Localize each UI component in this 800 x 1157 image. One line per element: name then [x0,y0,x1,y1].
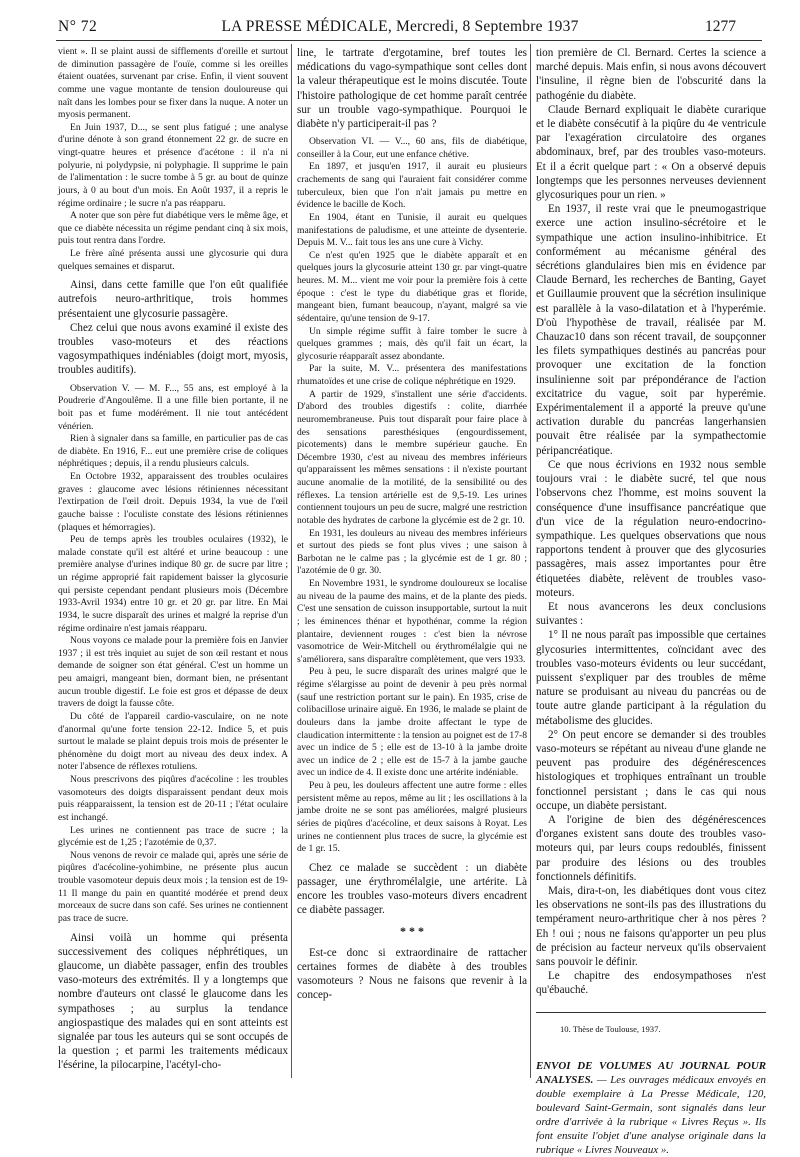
paragraph: En Juin 1937, D..., se sent plus fatigué ; une analyse d'urine dénote à son grand étonnement 22 gr. de sucre en vingt-quatre heures et présence d'acétone : il n'a ni polyurie, ni polydypsie, ni polyphagie. Il supprime le pain de l'alimentation : le sucre tombe à 5 gr. au bout de quinze jours, à 0 au bout d'un mois. En Août 1937, il a repris le régime ordinaire ; le sucre n'a pas réapparu. [58,121,288,209]
notice-box [536,1059,766,1157]
paragraph: Chez celui que nous avons examiné il existe des troubles vaso-moteurs et des réactions vagosympathiques indéniables (doigt mort, myosis, troubles auditifs). [58,321,288,377]
paragraph: Rien à signaler dans sa famille, en particulier pas de cas de diabète. En 1916, F... eut une première crise de coliques néphrétiques ; depuis, il a rendu plusieurs calculs. [58,433,288,470]
paragraph: Par la suite, M. V... présentera des manifestations rhumatoïdes et une crise de colique néphrétique en 1929. [297,363,527,388]
paragraph: Peu à peu, les douleurs affectent une autre forme : elles persistent même au repos, même au lit ; les oscillations à la jambe droite ne se sont pas améliorées, malgré plusieurs séries de piqûres d'acécoline, et deux saisons à Royat. Les urines ne contiennent plus traces de sucre, la glycémie est de 1 gr. 15. [297,780,527,855]
section-separator: * * * [400,923,424,938]
paragraph: Claude Bernard expliquait le diabète curarique et le diabète consécutif à la piqûre du 4e ventricule par l'exagération circulatoire des organes abdominaux, bref, par des troubles vaso-moteurs. Et il a écrit quelque part : « On a observé depuis longtemps que les personnes nerveuses deviennent glycosuriques pour un rien. » [536,103,766,202]
paragraph: vient ». Il se plaint aussi de sifflements d'oreille et surtout de diminution passagère de l'ouïe, comme si les oreilles étaient ouatées, survenant par crise. Enfin, il vient souvent comme une vague montante de tension douloureuse qui naît dans les lombes pour se fixer dans la nuque. A noter un myosis permanent. [58,46,288,121]
paragraph: Et nous avancerons les deux conclusions suivantes : [536,600,766,628]
paragraph: A l'origine de bien des dégénérescences d'organes existent sans doute des troubles vaso-moteurs qui, par leurs coups redoublés, finissent par produire des lésions ou des troubles fonctionnels définitifs. [536,813,766,883]
paragraph: Peu à peu, le sucre disparaît des urines malgré que le régime s'élargisse au point de devenir à peu près normal (sauf une restriction portant sur le pain). En 1935, crise de colibacillose urinaire aiguë. En 1936, le malade se plaint de douleurs dans la jambe droite affectant le type de claudication intermittente : la tension au poignet est de 17-8 avec un indice de 5 ; elle est de 13-10 à la jambe droite avec un indice de 2 ; elle est de 15-7 à la jambe gauche avec un indice de 4. Il existe donc une artérite indéniable. [297,666,527,779]
paragraph: Le frère aîné présenta aussi une glycosurie qui dura quelques semaines et disparut. [58,248,288,272]
paragraph: Mais, dira-t-on, les diabétiques dont vous citez les observations ne sont-ils pas des illustrations du tempérament neuro-arthritique cher à nos pères ? Eh ! oui ; nous ne faisons qu'apporter un peu plus de précision au facteur nerveux qu'ils observaient sans pouvoir le définir. [536,884,766,968]
paragraph: En 1904, étant en Tunisie, il aurait eu quelques manifestations de paludisme, et une atteinte de dysenterie. Depuis M. V... fait tous les ans une cure à Vichy. [297,211,527,249]
journal-title: LA PRESSE MÉDICALE, Mercredi, 8 Septembre 1937 [221,18,579,35]
paragraph: Ainsi voilà un homme qui présenta successivement des coliques néphrétiques, un glaucome, un diabète passager, enfin des troubles vaso-moteurs des extrémités. Il y a longtemps que nombre d'auteurs ont classé le glaucome dans les sympathoses ; au surplus la tendance angiospastique des malades qui en sont atteints est signalée par tous les auteurs qui se sont occupés de la question ; et parmi les traitements médicaux l'ésérine, la pilocarpine, l'acétyl-cho- [58,931,288,1072]
paragraph: En Octobre 1932, apparaissent des troubles oculaires graves : glaucome avec lésions rétiniennes nécessitant l'extirpation de l'œil droit. Depuis 1934, la vue de l'œil gauche baisse : l'oculiste constate des lésions rétiniennes (plaques et hémorragies). [58,471,288,533]
notice-title: ENVOI DE VOLUMES AU JOURNAL POUR ANALYSES. [536,1059,766,1086]
header-rule [56,40,762,41]
column-divider [291,44,292,1078]
observation-paragraph: Observation VI. — V..., 60 ans, fils de diabétique, conseiller à la Cour, eut une enfance chétive. [297,136,527,160]
paragraph: Un simple régime suffit à faire tomber le sucre à quelques grammes ; mais, dès qu'il fait un écart, la glycosurie réapparaît assez abondante. [297,325,527,362]
paragraph: line, le tartrate d'ergotamine, bref toutes les médications du vago-sympathique sont celles dont la valeur thérapeutique est le moins discutée. Toute l'histoire pathologique de cet homme paraît centrée sur un trouble vago-sympathique. Pourquoi le diabète n'y participerait-il pas ? [297,47,527,131]
paragraph: Nous venons de revoir ce malade qui, après une série de piqûres d'acécoline-yohimbine, ne présente plus aucun trouble vasomoteur depuis deux mois ; la tension est de 19-11 Il mange du pain en quantité modérée et prend deux morceaux de sucre dans son café. Ses urines ne contiennent pas trace de sucre. [58,849,288,924]
paragraph: Du côté de l'appareil cardio-vasculaire, on ne note d'anormal qu'une forte tension 22-12. Indice 5, et puis surtout le malade se plaint depuis trois mois de présenter le phénomène du doigt mort au niveau des deux index. A noter l'absence de réflexes rotuliens. [58,710,288,773]
paragraph: Ainsi, dans cette famille que l'on eût qualifiée autrefois neuro-arthritique, trois hommes présentaient une glycosurie passagère. [58,279,288,320]
paragraph: A noter que son père fut diabétique vers le même âge, et que ce diabète nécessita un régime pendant cinq à six mois, puis tout rentra dans l'ordre. [58,210,288,247]
footnote-rule [536,1012,766,1013]
paragraph: Peu de temps après les troubles oculaires (1932), le malade constate qu'il est altéré et urine beaucoup : une première analyse d'urines indique 80 gr. de sucre par litre ; un régime approprié fait rapidement baisser la glycosurie qui persiste cependant pendant plusieurs mois (Décembre 1933-Avril 1934) entre 10 gr. et 20 gr. par litre. En Mai 1934, le sucre disparaît des urines et malgré la reprise d'un régime ordinaire n'est jamais réapparu. [58,534,288,634]
observation-paragraph: Observation V. — M. F..., 55 ans, est employé à la Poudrerie d'Angoulême. Il a une fille bien portante, il ne boit pas et fume modérément. Il nie tout antécédent vénérien. [58,382,288,432]
paragraph: Nous prescrivons des piqûres d'acécoline : les troubles vasomoteurs des doigts disparaissent pendant deux mois puis réapparaissent, la tension est de 20-11 ; l'état oculaire est inchangé. [58,774,288,823]
paragraph: En 1931, les douleurs au niveau des membres inférieurs et surtout des pieds se font plus vives ; une saison à Barbotan ne le calme pas ; la glycémie est de 1 gr. 80 ; l'azotémie de 0 gr. 30. [297,527,527,577]
column-left [58,46,288,1073]
column-middle [297,46,527,1002]
paragraph: A partir de 1929, s'installent une série d'accidents. D'abord des troubles digestifs : colite, diarrhée neuromembraneuse. Puis tout disparaît pour faire place à des sensations paresthésiques (engourdissement, picotements) dans le membre supérieur gauche. En Décembre 1930, c'est au niveau des membres inférieurs qu'apparaissent les mêmes sensations : il n'existe pourtant aucune anomalie de la motilité, de la sensibilité ou des réflexes. La tension artérielle est de 9,5-19. Les urines contiennent toujours un peu de sucre, malgré une restriction notable des hydrates de carbone la glycémie est de 2 gr. 10. [297,388,527,526]
paragraph: Ce que nous écrivions en 1932 nous semble toujours vrai : le diabète sucré, tel que nous l'observons chez l'homme, est moins souvent la conséquence d'une insuffisance pancréatique que d'un vice de la régulation neuro-endocrino-sympathique. Les quelques observations que nous rapportons tendent à prouver que des glycosuries passagères, mais assez importantes pour être étiquetées diabète, relèvent de troubles vaso-moteurs. [536,458,766,599]
paragraph: Ce n'est qu'en 1925 que le diabète apparaît et en quelques jours la glycosurie atteint 130 gr. par vingt-quatre heures. M. M... vient me voir pour la première fois à cette époque : c'est le type du diabétique gras et floride, mangeant bien, fumant beaucoup, n'ayant, malgré sa vie sédentaire, qu'une tension de 9-17. [297,249,527,324]
paragraph: Le chapitre des endosympathoses n'est qu'ébauché. [536,970,766,997]
page-header [0,0,800,44]
paragraph: En Novembre 1931, le syndrome douloureux se localise au niveau de la paume des mains, et de la plante des pieds. C'est une sensation de cuisson insupportable, surtout la nuit ; les éminences thénar et hypothénar, comme la région plantaire, deviennent rouges : c'est bien la névrose vasomotrice de Weir-Mitchell ou érythromélalgie qui ne s'améliorera, sans disparaître complètement, que vers 1933. [297,578,527,665]
notice-text: — Les ouvrages médicaux envoyés en double exemplaire à La Presse Médicale, 120, boulevard Saint-Germain, sont signalés dans leur ordre d'arrivée à la rubrique « Livres Reçus ». Ils font ensuite l'objet d'une analyse originale dans la rubrique « Livres Nouveaux ». [536,1073,766,1156]
page-number: 1277 [705,18,736,35]
paragraph: Les urines ne contiennent pas trace de sucre ; la glycémie est de 1,25 ; l'azotémie de 0,37. [58,824,288,849]
paragraph: 1° Il ne nous paraît pas impossible que certaines glycosuries intermittentes, coïncidant avec des troubles vaso-moteurs évidents ou leur succédant, puissent s'expliquer par des troubles de même nature se produisant au niveau du pancréas ou de toute autre glande participant à la régulation du métabolisme des glucides. [536,629,766,727]
issue-number: N° 72 [58,18,98,35]
paragraph: tion première de Cl. Bernard. Certes la science a marché depuis. Mais enfin, si nous avons découvert l'insuline, il règne bien de l'obscurité dans la pathogénie du diabète. [536,47,766,102]
paragraph: En 1937, il reste vrai que le pneumogastrique exerce une action insulino-sécrétoire et le sympathique une action insulino-inhibitrice. Et conformément au mécanisme général des sécrétions glandulaires bien mis en évidence par Claude Bernard, les recherches de Banting, Gayet et Guillaumie prouvent que la sécrétion insulinique est parallèle à la vaso-dilatation et à l'hyperémie. D'où l'hypothèse de travail, réalisée par M. Chauzac10 dans son récent travail, de soupçonner les filets sympathiques destinés au pancréas pour provoquer une excitation de la fonction insulinienne soit par prépondérance de l'action excitatrice du vague, soit par hyperémie. Expérimentalement il a apporté la preuve qu'une activation durable du pancréas langerhansien pouvait être réalisée par la sympathectomie péripancréatique. [536,203,766,457]
paragraph: Nous voyons ce malade pour la première fois en Janvier 1937 ; il est très inquiet au sujet de son œil restant et nous demande de soigner son état général. C'est un homme un peu amaigri, mangeant bien, dormant bien, ne présentant aucun trouble digestif. Le foie est gros et dépasse de deux travers de doigt la fausse côte. [58,635,288,710]
paragraph: 2° On peut encore se demander si des troubles vaso-moteurs se répétant au niveau d'une glande ne peuvent pas produire des dégénérescences histologiques et trophiques entraînant un trouble fonctionnel persistant ; dans le cas qui nous occupe, un diabète persistant. [536,728,766,812]
column-divider [530,44,531,1078]
paragraph: Est-ce donc si extraordinaire de rattacher certaines formes de diabète à des troubles vasomoteurs ? Nous ne faisons que revenir à la concep- [297,946,527,1002]
paragraph: En 1897, et jusqu'en 1917, il aurait eu plusieurs crachements de sang qui l'auraient fait considérer comme tuberculeux, bien que l'on n'ait jamais pu mettre en évidence le bacille de Koch. [297,161,527,211]
footnote: 10. Thèse de Toulouse, 1937. [560,1023,661,1034]
paragraph: Chez ce malade se succèdent : un diabète passager, une érythromélalgie, une artérite. Là encore les troubles vaso-moteurs divers encadrent ce diabète passager. [297,861,527,917]
column-right [536,46,766,1157]
